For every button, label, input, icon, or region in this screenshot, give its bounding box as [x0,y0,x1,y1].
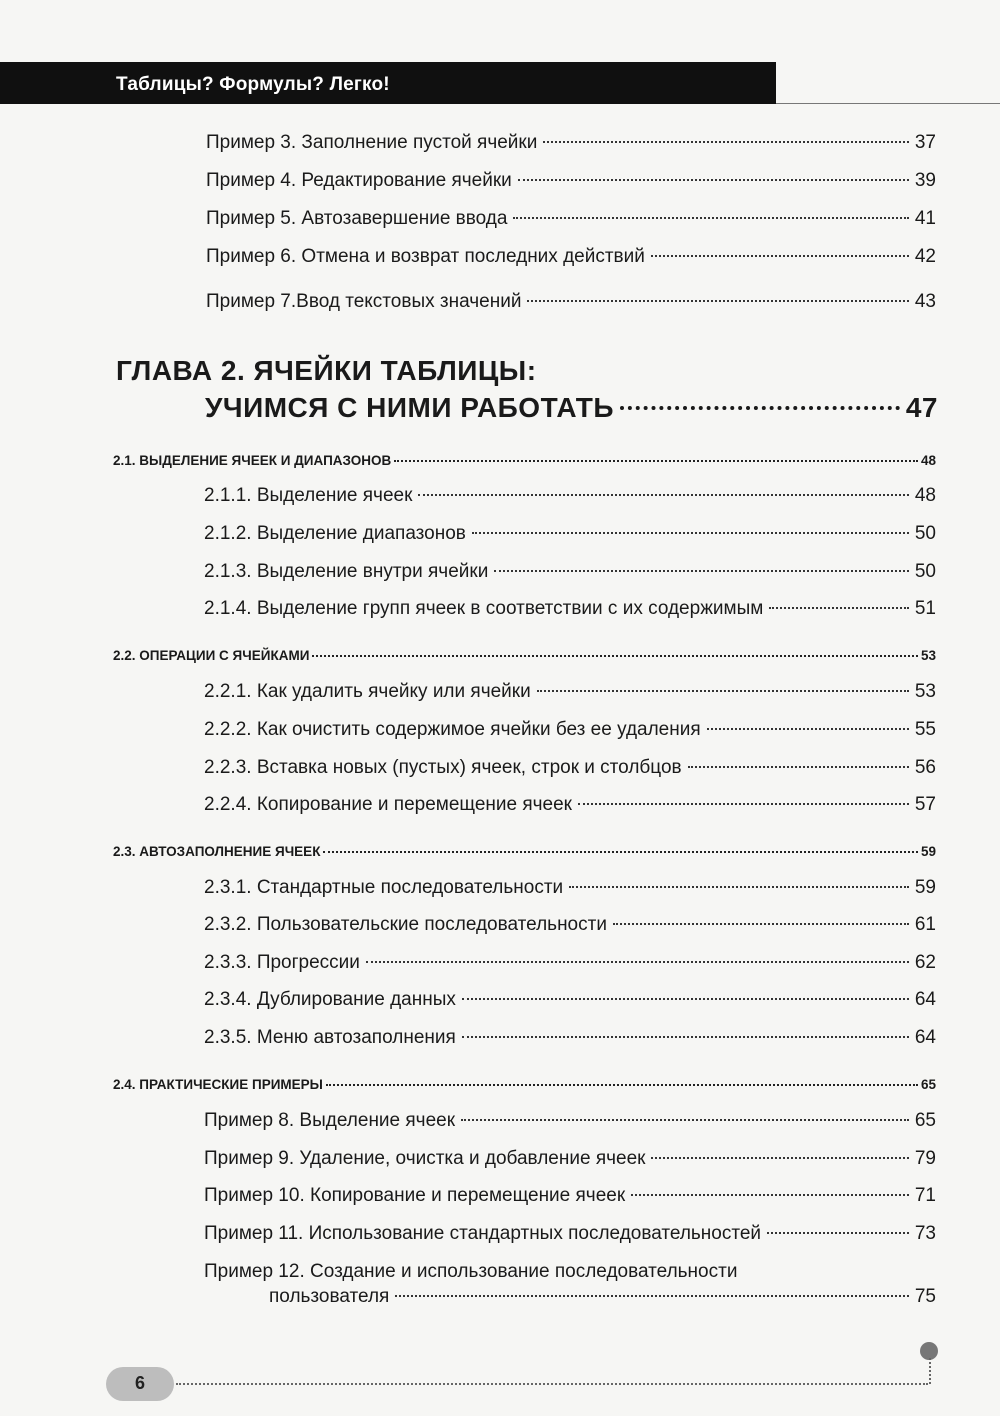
leader-dots [394,460,918,462]
toc-entry-page: 42 [914,246,936,267]
toc-entry[interactable] [204,1185,936,1207]
leader-dots [707,728,909,730]
footer-vertical-dots [929,1358,931,1384]
toc-section-label: 2.4. ПРАКТИЧЕСКИЕ ПРИМЕРЫ [113,1077,323,1092]
leader-dots [769,607,909,609]
toc-entry-page: 55 [914,719,936,740]
toc-entry-page: 50 [914,523,936,544]
toc-entry[interactable] [204,719,936,741]
toc-entry-label: 2.2.2. Как очистить содержимое ячейки без ее удаления [204,719,701,740]
toc-entry-page: 75 [914,1286,936,1307]
toc-entry[interactable] [204,1110,936,1132]
toc-entry-label: 2.1.1. Выделение ячеек [204,485,413,506]
toc-entry-label: Пример 6. Отмена и возврат последних действий [206,246,645,267]
toc-entry-page: 64 [914,1027,936,1048]
toc-entry-label: 2.2.1. Как удалить ячейку или ячейки [204,681,531,702]
toc-entry[interactable] [204,877,936,899]
leader-dots [323,851,918,853]
leader-dots [513,217,908,219]
toc-entry-label: Пример 4. Редактирование ячейки [206,170,512,191]
toc-entry-label: 2.3.1. Стандартные последовательности [204,877,564,898]
toc-entry[interactable] [206,170,936,192]
toc-entry-label: 2.3.2. Пользовательские последовательности [204,914,607,935]
chapter-entry[interactable] [205,392,938,424]
leader-dots [613,923,909,925]
toc-entry[interactable] [206,291,936,313]
toc-entry[interactable] [204,914,936,936]
toc-entry-page: 56 [914,757,936,778]
toc-entry-label: Пример 9. Удаление, очистка и добавление ячеек [204,1148,646,1169]
toc-entry-page: 41 [914,208,936,229]
toc-entry[interactable] [204,757,936,779]
leader-dots [620,406,900,410]
leader-dots [578,803,909,805]
leader-dots [651,255,909,257]
toc-section[interactable] [113,844,936,859]
toc-entry-page: 53 [914,681,936,702]
chapter-title-line1: ГЛАВА 2. ЯЧЕЙКИ ТАБЛИЦЫ: [116,355,537,386]
leader-dots [326,1084,918,1086]
toc-entry[interactable] [204,598,936,620]
toc-entry-label: Пример 8. Выделение ячеек [204,1110,456,1131]
toc-entry-page: 64 [914,989,936,1010]
toc-entry-label: Пример 5. Автозавершение ввода [206,208,508,229]
leader-dots [569,886,909,888]
toc-entry-label: 2.2.3. Вставка новых (пустых) ячеек, строк и столбцов [204,757,682,778]
leader-dots [418,494,908,496]
leader-dots [395,1295,909,1297]
toc-entry[interactable] [206,246,936,268]
leader-dots [631,1194,909,1196]
page-number: 6 [134,1373,145,1393]
toc-section[interactable] [113,1077,936,1092]
toc-entry[interactable] [204,1027,936,1049]
leader-dots [472,532,909,534]
leader-dots [461,1119,909,1121]
toc-entry[interactable] [204,794,936,816]
toc-section-page: 48 [920,453,936,468]
toc-entry-page: 61 [914,914,936,935]
toc-entry-label: Пример 7.Ввод текстовых значений [206,291,522,312]
toc-entry[interactable] [204,1148,936,1170]
toc-entry-label: 2.1.4. Выделение групп ячеек в соответствии с их содержимым [204,598,764,619]
toc-section-page: 59 [920,844,936,859]
toc-entry-page: 73 [914,1223,936,1244]
toc-entry[interactable] [206,208,936,230]
toc-entry-page: 57 [914,794,936,815]
leader-dots [543,141,909,143]
toc-entry-label: 2.3.5. Меню автозаполнения [204,1027,456,1048]
toc-section-page: 65 [920,1077,936,1092]
toc-entry[interactable] [204,681,936,703]
toc-entry[interactable] [269,1286,936,1308]
toc-entry[interactable] [204,952,936,974]
toc-entry-label: Пример 3. Заполнение пустой ячейки [206,132,538,153]
toc-entry-page: 48 [914,485,936,506]
leader-dots [767,1232,909,1234]
toc-entry-page: 43 [914,291,936,312]
toc-entry-page: 39 [914,170,936,191]
leader-dots [651,1157,908,1159]
toc-entry-page: 59 [914,877,936,898]
toc-entry-label: Пример 10. Копирование и перемещение ячеек [204,1185,626,1206]
leader-dots [537,690,909,692]
leader-dots [494,570,909,572]
toc-entry-page: 71 [914,1185,936,1206]
toc-section-label: 2.3. АВТОЗАПОЛНЕНИЕ ЯЧЕЕК [113,844,321,859]
toc-entry[interactable] [206,132,936,154]
running-header-title: Таблицы? Формулы? Легко! [116,74,390,95]
toc-entry-label: 2.3.4. Дублирование данных [204,989,456,1010]
toc-entry[interactable] [204,523,936,545]
toc-entry-page: 62 [914,952,936,973]
toc-entry-page: 50 [914,561,936,582]
leader-dots [688,766,909,768]
toc-entry[interactable] [204,485,936,507]
leader-dots [462,998,909,1000]
leader-dots [312,655,918,657]
toc-entry[interactable] [204,989,936,1011]
toc-entry-label: 2.1.2. Выделение диапазонов [204,523,466,544]
toc-entry[interactable] [204,1223,936,1245]
toc-entry-label: 2.1.3. Выделение внутри ячейки [204,561,489,582]
toc-section[interactable] [113,648,936,663]
toc-entry-label: Пример 11. Использование стандартных последовательностей [204,1223,762,1244]
toc-entry-page: 51 [914,598,936,619]
toc-entry-label-line2: пользователя [269,1286,390,1307]
toc-entry[interactable] [204,561,936,583]
toc-entry-label: 2.2.4. Копирование и перемещение ячеек [204,794,572,815]
toc-entry-page: 65 [914,1110,936,1131]
leader-dots [518,179,909,181]
chapter-page: 47 [905,392,938,423]
toc-entry-label-line1: Пример 12. Создание и использование последовательности [204,1261,738,1282]
toc-section[interactable] [113,453,936,468]
leader-dots [462,1036,909,1038]
toc-section-page: 53 [920,648,936,663]
toc-entry-label: 2.3.3. Прогрессии [204,952,360,973]
toc-entry-page: 79 [914,1148,936,1169]
footer-dotted-rule [176,1383,928,1385]
toc-entry-page: 37 [914,132,936,153]
header-rule [776,103,1000,104]
leader-dots [366,961,909,963]
toc-section-label: 2.1. ВЫДЕЛЕНИЕ ЯЧЕЕК И ДИАПАЗОНОВ [113,453,392,468]
leader-dots [527,300,908,302]
toc-section-label: 2.2. ОПЕРАЦИИ С ЯЧЕЙКАМИ [113,648,310,663]
chapter-title-line2: УЧИМСЯ С НИМИ РАБОТАТЬ [205,392,614,423]
